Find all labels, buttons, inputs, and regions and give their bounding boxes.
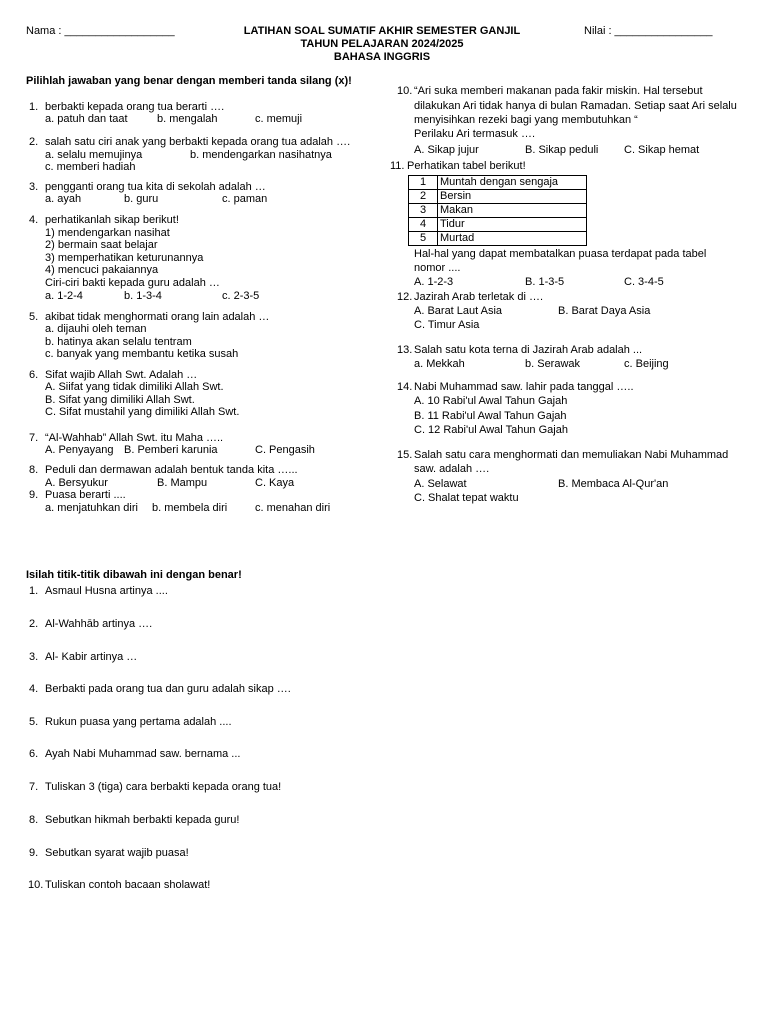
question-number: 4. <box>29 214 39 226</box>
essay-number: 1. <box>29 585 39 597</box>
question-number: 1. <box>29 101 39 113</box>
table-row <box>409 232 587 246</box>
table-cell-number: 5 <box>409 232 438 246</box>
essay-number: 9. <box>29 847 39 859</box>
essay-question: Sebutkan syarat wajib puasa! <box>45 847 189 859</box>
table-cell-number: 3 <box>409 204 438 218</box>
table-cell-text: Tidur <box>438 218 587 232</box>
list-item: 1) mendengarkan nasihat <box>45 227 170 239</box>
option-c: c. menahan diri <box>255 502 331 514</box>
essay-question: Sebutkan hikmah berbakti kepada guru! <box>45 814 240 826</box>
option-b: B. Mampu <box>157 477 208 489</box>
name-field: Nama : __________________ <box>26 25 175 37</box>
question-text: dilakukan Ari tidak hanya di bulan Ramadan. Setiap saat Ari selalu <box>414 100 737 112</box>
question-text: Salah satu cara menghormati dan memuliakan Nabi Muhammad <box>414 449 729 461</box>
essay-instruction: Isilah titik-titik dibawah ini dengan benar! <box>26 569 242 581</box>
question-text: berbakti kepada orang tua berarti …. <box>45 101 225 113</box>
essay-question: Berbakti pada orang tua dan guru adalah sikap …. <box>45 683 291 695</box>
option-b: b. hatinya akan selalu tentram <box>45 336 192 348</box>
option-c: c. banyak yang membantu ketika susah <box>45 348 239 360</box>
option-c: C. Sikap hemat <box>624 144 700 156</box>
question-text: Sifat wajib Allah Swt. Adalah … <box>45 369 198 381</box>
option-c: c. memberi hadiah <box>45 161 136 173</box>
option-a: A. 1-2-3 <box>414 276 454 288</box>
option-b: B. 11 Rabi'ul Awal Tahun Gajah <box>414 410 567 422</box>
essay-number: 7. <box>29 781 39 793</box>
list-item: 4) mencuci pakaiannya <box>45 264 159 276</box>
question-number: 5. <box>29 311 39 323</box>
essay-number: 10. <box>28 879 44 891</box>
essay-question: Asmaul Husna artinya .... <box>45 585 168 597</box>
question-number: 8. <box>29 464 39 476</box>
option-a: a. Mekkah <box>414 358 465 370</box>
question-text: Jazirah Arab terletak di …. <box>414 291 544 303</box>
page-title: LATIHAN SOAL SUMATIF AKHIR SEMESTER GANJIL <box>243 25 521 37</box>
cancel-fast-table <box>408 175 587 246</box>
question-text: saw. adalah …. <box>414 463 490 475</box>
essay-question: Al- Kabir artinya … <box>45 651 138 663</box>
mc-instruction: Pilihlah jawaban yang benar dengan memberi tanda silang (x)! <box>26 75 352 87</box>
table-row <box>409 176 587 190</box>
question-text: Peduli dan dermawan adalah bentuk tanda kita …... <box>45 464 298 476</box>
question-prompt: Ciri-ciri bakti kepada guru adalah … <box>45 277 220 289</box>
question-text: pengganti orang tua kita di sekolah adalah … <box>45 181 266 193</box>
option-b: b. mendengarkan nasihatnya <box>190 149 332 161</box>
question-text: menyisihkan rezeki bagi yang membutuhkan “ <box>414 114 638 126</box>
score-field: Nilai : ________________ <box>584 25 713 37</box>
option-b: B. Barat Daya Asia <box>558 305 651 317</box>
question-text: “Al-Wahhab” Allah Swt. itu Maha ….. <box>45 432 224 444</box>
option-a: A. 10 Rabi'ul Awal Tahun Gajah <box>414 395 568 407</box>
option-c: C. Pengasih <box>255 444 315 456</box>
option-a: a. patuh dan taat <box>45 113 128 125</box>
option-a: a. menjatuhkan diri <box>45 502 138 514</box>
list-item: 2) bermain saat belajar <box>45 239 158 251</box>
option-a: A. Barat Laut Asia <box>414 305 503 317</box>
question-number: 2. <box>29 136 39 148</box>
option-a: A. Siifat yang tidak dimiliki Allah Swt. <box>45 381 224 393</box>
question-text: Perhatikan tabel berikut! <box>407 160 526 172</box>
list-item: 3) memperhatikan keturunannya <box>45 252 204 264</box>
option-c: c. paman <box>222 193 268 205</box>
option-c: C. 3-4-5 <box>624 276 664 288</box>
table-cell-text: Bersin <box>438 190 587 204</box>
option-c: C. Timur Asia <box>414 319 480 331</box>
table-row <box>409 218 587 232</box>
option-b: B. Sikap peduli <box>525 144 599 156</box>
option-b: b. 1-3-4 <box>124 290 162 302</box>
essay-number: 3. <box>29 651 39 663</box>
option-b: B. 1-3-5 <box>525 276 565 288</box>
essay-question: Rukun puasa yang pertama adalah .... <box>45 716 232 728</box>
question-text: salah satu ciri anak yang berbakti kepada orang tua adalah …. <box>45 136 351 148</box>
table-cell-number: 2 <box>409 190 438 204</box>
table-row <box>409 190 587 204</box>
option-a: a. selalu memujinya <box>45 149 143 161</box>
option-b: B. Membaca Al-Qur'an <box>558 478 669 490</box>
table-cell-text: Muntah dengan sengaja <box>438 176 587 190</box>
question-number: 3. <box>29 181 39 193</box>
essay-question: Tuliskan contoh bacaan sholawat! <box>45 879 211 891</box>
question-text: “Ari suka memberi makanan pada fakir miskin. Hal tersebut <box>414 85 703 97</box>
table-row <box>409 204 587 218</box>
question-text: akibat tidak menghormati orang lain adalah … <box>45 311 270 323</box>
question-number: 9. <box>29 489 39 501</box>
option-c: C. Shalat tepat waktu <box>414 492 519 504</box>
option-a: A. Sikap jujur <box>414 144 479 156</box>
question-text: Salah satu kota terna di Jazirah Arab adalah ... <box>414 344 643 356</box>
option-a: a. 1-2-4 <box>45 290 83 302</box>
question-number: 15. <box>397 449 413 461</box>
question-number: 7. <box>29 432 39 444</box>
option-b: b. mengalah <box>157 113 218 125</box>
question-prompt: Hal-hal yang dapat membatalkan puasa terdapat pada tabel <box>414 248 707 260</box>
table-cell-text: Murtad <box>438 232 587 246</box>
option-a: A. Selawat <box>414 478 467 490</box>
option-b: b. guru <box>124 193 159 205</box>
essay-number: 6. <box>29 748 39 760</box>
question-number: 12. <box>397 291 413 303</box>
question-text: perhatikanlah sikap berikut! <box>45 214 179 226</box>
option-c: c. 2-3-5 <box>222 290 260 302</box>
option-c: C. Kaya <box>255 477 295 489</box>
essay-number: 8. <box>29 814 39 826</box>
table-cell-text: Makan <box>438 204 587 218</box>
option-c: C. 12 Rabi'ul Awal Tahun Gajah <box>414 424 568 436</box>
question-number: 14. <box>397 381 413 393</box>
question-text: Puasa berarti .... <box>45 489 126 501</box>
subject: BAHASA INGGRIS <box>333 51 431 63</box>
option-a: A. Bersyukur <box>45 477 108 489</box>
academic-year: TAHUN PELAJARAN 2024/2025 <box>300 38 464 50</box>
option-b: B. Pemberi karunia <box>124 444 218 456</box>
option-b: b. membela diri <box>152 502 228 514</box>
table-cell-number: 4 <box>409 218 438 232</box>
question-number: 13. <box>397 344 413 356</box>
option-c: C. Sifat mustahil yang dimiliki Allah Swt. <box>45 406 240 418</box>
option-b: B. Sifat yang dimiliki Allah Swt. <box>45 394 195 406</box>
option-c: c. Beijing <box>624 358 669 370</box>
question-text: Nabi Muhammad saw. lahir pada tanggal ….. <box>414 381 634 393</box>
essay-question: Ayah Nabi Muhammad saw. bernama ... <box>45 748 241 760</box>
essay-number: 5. <box>29 716 39 728</box>
essay-number: 2. <box>29 618 39 630</box>
table-cell-number: 1 <box>409 176 438 190</box>
question-number: 6. <box>29 369 39 381</box>
option-a: A. Penyayang <box>45 444 114 456</box>
essay-question: Al-Wahhāb artinya …. <box>45 618 153 630</box>
question-prompt: Perilaku Ari termasuk …. <box>414 128 536 140</box>
essay-question: Tuliskan 3 (tiga) cara berbakti kepada orang tua! <box>45 781 282 793</box>
essay-number: 4. <box>29 683 39 695</box>
option-a: a. dijauhi oleh teman <box>45 323 147 335</box>
question-prompt: nomor .... <box>414 262 461 274</box>
option-b: b. Serawak <box>525 358 581 370</box>
question-number: 11. <box>390 160 405 172</box>
option-c: c. memuji <box>255 113 303 125</box>
option-a: a. ayah <box>45 193 82 205</box>
question-number: 10. <box>397 85 413 97</box>
